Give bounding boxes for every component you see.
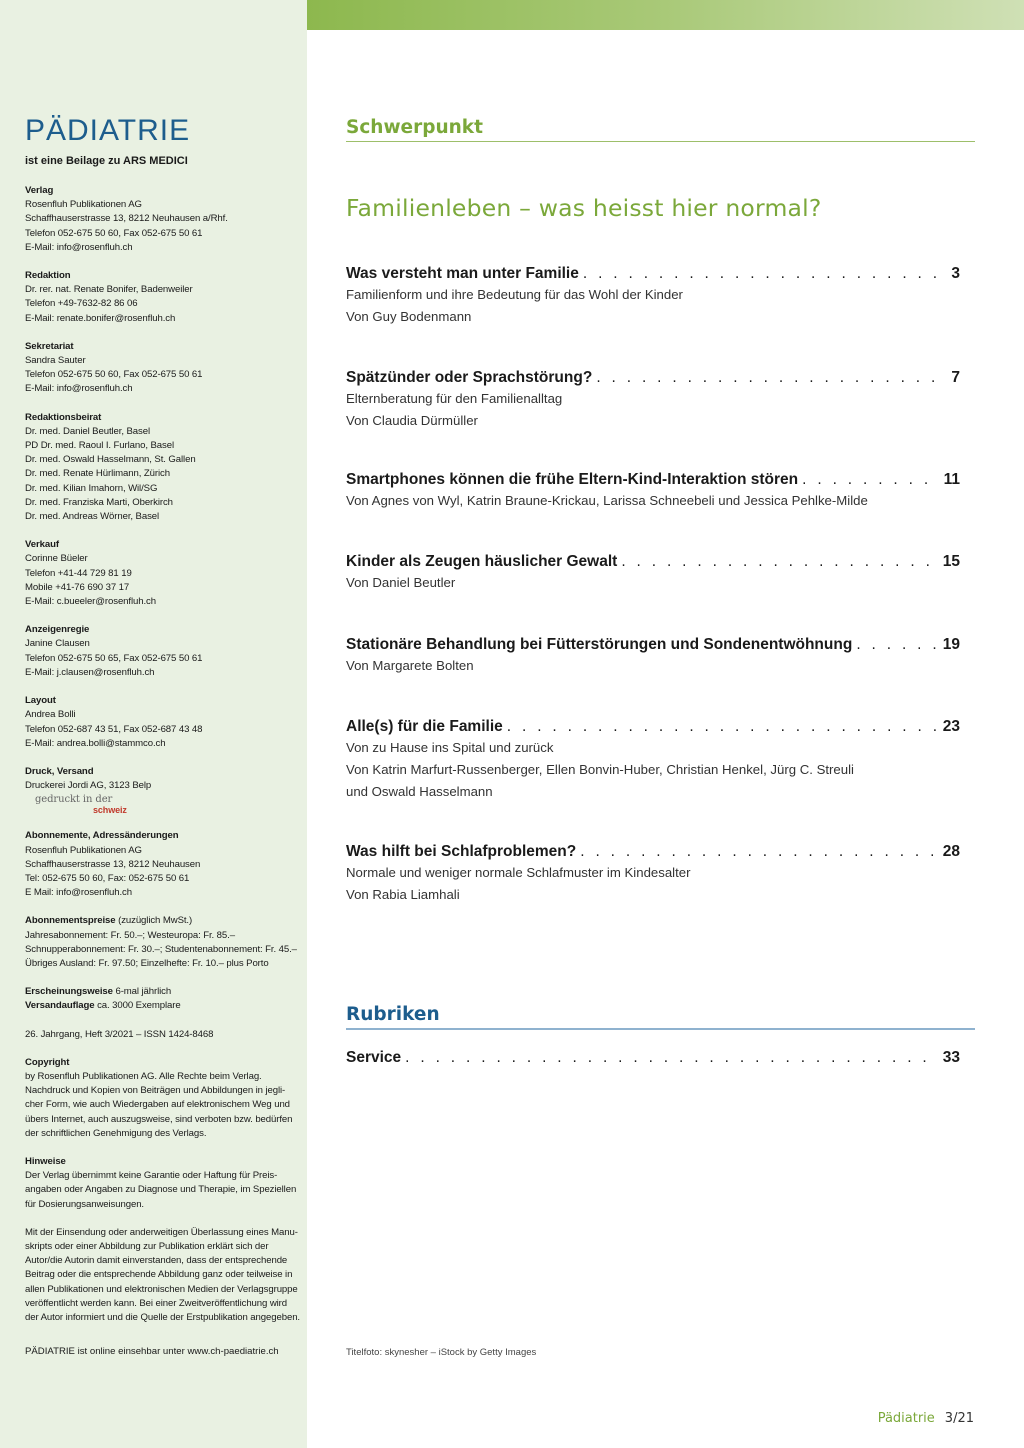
imprint-line: Andrea Bolli: [25, 709, 76, 721]
imprint-line: Janine Clausen: [25, 638, 90, 650]
dot-leader: [856, 635, 936, 655]
imprint-section: [25, 538, 305, 609]
section-schwerpunkt-heading: Schwerpunkt: [346, 117, 975, 142]
imprint-section: [25, 269, 305, 326]
imprint-heading: Verkauf: [25, 539, 59, 551]
folio-issue: 3/21: [944, 1411, 974, 1426]
imprint-line: allen Publikationen und elektronischen Medien der Verlagsgruppe: [25, 1283, 298, 1295]
imprint-section: [25, 985, 305, 1013]
imprint-line: Schnupperabonnement: Fr. 30.–; Studentenabonnement: Fr. 45.–: [25, 943, 297, 955]
toc-entry-page: 15: [942, 553, 960, 570]
imprint-line: übers Internet, auch auszugsweise, sind verboten bzw. bedürfen: [25, 1113, 293, 1125]
imprint-section: [25, 1056, 305, 1141]
imprint-section: [25, 411, 305, 525]
imprint-heading: Abonnemente, Adressänderungen: [25, 830, 179, 842]
dot-leader: [802, 470, 937, 490]
imprint-heading: Versandauflage ca. 3000 Exemplare: [25, 1000, 181, 1012]
imprint-line: Schaffhauserstrasse 13, 8212 Neuhausen: [25, 858, 201, 870]
imprint-line: Druckerei Jordi AG, 3123 Belp: [25, 780, 152, 792]
imprint-heading: Layout: [25, 695, 56, 707]
imprint-line: Beitrag oder die entsprechende Abbildung ganz oder teilweise in: [25, 1269, 293, 1281]
toc-entry[interactable]: [346, 368, 960, 432]
toc-entry-row: [346, 264, 960, 284]
toc-entry-page: 19: [942, 636, 960, 653]
imprint-heading: Erscheinungsweise 6-mal jährlich: [25, 986, 172, 998]
toc-entry-page: 28: [942, 843, 960, 860]
toc-entry-page: 11: [943, 471, 960, 488]
dot-leader: [596, 368, 940, 388]
toc-entry-subline: Von zu Hause ins Spital und zurück: [346, 740, 554, 755]
imprint-line: E-Mail: renate.bonifer@rosenfluh.ch: [25, 312, 176, 324]
online-note: PÄDIATRIE ist online einsehbar unter www.ch-paediatrie.ch: [25, 1346, 279, 1357]
printed-in-switzerland-logo: gedruckt in der schweiz: [35, 794, 127, 816]
toc-entry-title: Kinder als Zeugen häuslicher Gewalt: [346, 553, 618, 570]
dot-leader: [405, 1048, 937, 1068]
toc-entry-row: [346, 470, 960, 490]
imprint-line: Dr. med. Andreas Wörner, Basel: [25, 511, 160, 523]
imprint-line: Der Verlag übernimmt keine Garantie oder Haftung für Preis-: [25, 1170, 278, 1182]
section-rubriken-heading: Rubriken: [346, 1004, 975, 1030]
toc-entry-subline: Von Katrin Marfurt-Russenberger, Ellen Bonvin-Huber, Christian Henkel, Jürg C. Streuli: [346, 761, 854, 777]
photo-credit: Titelfoto: skynesher – iStock by Getty Images: [346, 1347, 537, 1358]
imprint-line: by Rosenfluh Publikationen AG. Alle Rechte beim Verlag.: [25, 1070, 262, 1082]
toc-entry-row: [346, 635, 960, 655]
imprint-line: Übriges Ausland: Fr. 97.50; Einzelhefte: Fr. 10.– plus Porto: [25, 957, 269, 969]
toc-entry-title: Stationäre Behandlung bei Fütterstörungen und Sondenentwöhnung: [346, 636, 853, 653]
imprint-line: E Mail: info@rosenfluh.ch: [25, 887, 132, 899]
imprint-heading: Redaktionsbeirat: [25, 411, 102, 423]
imprint-line: Dr. med. Kilian Imahorn, Wil/SG: [25, 482, 158, 494]
imprint-section: [25, 914, 305, 971]
rubrik-entry-title: Service: [346, 1049, 402, 1066]
imprint-line: skripts oder einer Abbildung zur Publikation erklärt sich der: [25, 1240, 269, 1252]
imprint-line: Rosenfluh Publikationen AG: [25, 199, 142, 211]
folio-magazine: Pädiatrie: [877, 1411, 935, 1426]
imprint-line: Telefon 052-675 50 60, Fax 052-675 50 61: [25, 369, 203, 381]
imprint-heading: Anzeigenregie: [25, 624, 90, 636]
toc-entry-row: [346, 842, 960, 862]
imprint-section: [25, 623, 305, 680]
imprint-line: Sandra Sauter: [25, 355, 86, 367]
imprint-line: Dr. med. Renate Hürlimann, Zürich: [25, 468, 170, 480]
imprint-heading: Verlag: [25, 185, 54, 196]
toc-entry-subline: und Oswald Hasselmann: [346, 783, 493, 799]
dot-leader: [507, 717, 937, 737]
imprint-line: E-Mail: info@rosenfluh.ch: [25, 241, 133, 253]
imprint-heading: Druck, Versand: [25, 765, 94, 777]
focus-title: Familienleben – was heisst hier normal?: [346, 194, 822, 222]
rubrik-entry-page: 33: [942, 1049, 960, 1066]
dot-leader: [580, 842, 937, 862]
toc-entry[interactable]: [346, 842, 960, 906]
imprint-line: Mobile +41-76 690 37 17: [25, 581, 130, 593]
imprint-line: PD Dr. med. Raoul I. Furlano, Basel: [25, 440, 174, 452]
toc-entry-page: 23: [942, 718, 960, 735]
toc-entry-subline: Von Daniel Beutler: [346, 575, 456, 590]
toc-entry-subline: Von Guy Bodenmann: [346, 308, 472, 324]
toc-entry-title: Spätzünder oder Sprachstörung?: [346, 369, 593, 386]
toc-entry-subline: Familienform und ihre Bedeutung für das Wohl der Kinder: [346, 287, 683, 302]
imprint-line: Telefon 052-675 50 60, Fax 052-675 50 61: [25, 227, 203, 239]
dot-leader: [583, 264, 940, 284]
imprint-section: [25, 340, 305, 397]
imprint-line: Dr. med. Franziska Marti, Oberkirch: [25, 496, 173, 508]
imprint-line: Dr. med. Oswald Hasselmann, St. Gallen: [25, 454, 196, 466]
imprint-line: E-Mail: j.clausen@rosenfluh.ch: [25, 666, 155, 678]
imprint-line: veröffentlicht werden kann. Bei einer Zweitveröffentlichung wird: [25, 1297, 288, 1309]
imprint-heading: Hinweise: [25, 1155, 66, 1167]
toc-entry[interactable]: [346, 264, 960, 328]
toc-entry-subline: Normale und weniger normale Schlafmuster im Kindesalter: [346, 865, 691, 880]
toc-entry-row: [346, 717, 960, 737]
magazine-subtitle: ist eine Beilage zu ARS MEDICI: [25, 155, 188, 167]
imprint-section: [25, 1226, 305, 1325]
imprint-line: E-Mail: andrea.bolli@stammco.ch: [25, 737, 166, 749]
toc-entry-title: Smartphones können die frühe Eltern-Kind-Interaktion stören: [346, 471, 799, 488]
imprint-section: [25, 1155, 305, 1212]
rubrik-entry[interactable]: [346, 1048, 960, 1068]
imprint-line: für Dosierungsanweisungen.: [25, 1198, 144, 1210]
toc-entry-subline: Elternberatung für den Familienalltag: [346, 391, 563, 406]
toc-entry-page: 7: [951, 369, 960, 386]
toc-entry-title: Alle(s) für die Familie: [346, 718, 503, 735]
imprint-line: der Autor informiert und die Quelle der Erstpublikation angegeben.: [25, 1312, 300, 1323]
rubrik-entry-row: [346, 1048, 960, 1068]
imprint-line: Telefon 052-687 43 51, Fax 052-687 43 48: [25, 723, 203, 735]
toc-entry[interactable]: [346, 470, 960, 512]
imprint-section: [25, 694, 305, 751]
imprint-line: Dr. rer. nat. Renate Bonifer, Badenweiler: [25, 284, 193, 296]
imprint-line: der schriftlichen Genehmigung des Verlags.: [25, 1127, 207, 1139]
imprint-line: Rosenfluh Publikationen AG: [25, 844, 142, 856]
imprint-line: Dr. med. Daniel Beutler, Basel: [25, 425, 150, 437]
imprint-section: [25, 829, 305, 900]
toc-entry-title: Was versteht man unter Familie: [346, 265, 579, 282]
toc-entry-row: [346, 368, 960, 388]
imprint-line: Jahresabonnement: Fr. 50.–; Westeuropa: Fr. 85.–: [25, 929, 235, 941]
toc-entry-row: [346, 552, 960, 572]
magazine-title: PÄDIATRIE: [25, 114, 191, 147]
toc-entry[interactable]: [346, 717, 960, 802]
toc-entry[interactable]: [346, 552, 960, 594]
imprint-line: Telefon +41-44 729 81 19: [25, 567, 132, 579]
dot-leader: [621, 552, 936, 572]
imprint: [25, 184, 305, 1339]
imprint-heading: Sekretariat: [25, 340, 74, 352]
imprint-line: Schaffhauserstrasse 13, 8212 Neuhausen a/Rhf.: [25, 213, 228, 225]
imprint-line: angaben oder Angaben zu Diagnose und Therapie, im Speziellen: [25, 1184, 297, 1196]
toc-entry-title: Was hilft bei Schlafproblemen?: [346, 843, 577, 860]
imprint-line: Mit der Einsendung oder anderweitigen Überlassung eines Manu-: [25, 1226, 298, 1238]
toc-entry-subline: Von Margarete Bolten: [346, 658, 474, 673]
toc-entry-subline: Von Rabia Liamhali: [346, 886, 460, 902]
imprint-heading: Abonnementspreise (zuzüglich MwSt.): [25, 915, 193, 927]
imprint-line: 26. Jahrgang, Heft 3/2021 – ISSN 1424-8468: [25, 1028, 214, 1040]
toc-entry[interactable]: [346, 635, 960, 677]
imprint-section: [25, 765, 305, 815]
imprint-section: [25, 1028, 305, 1042]
imprint-section: [25, 184, 305, 255]
imprint-heading: Copyright: [25, 1056, 70, 1068]
imprint-line: Telefon +49-7632-82 86 06: [25, 298, 138, 310]
imprint-line: cher Form, wie auch Wiedergaben auf elektronischem Weg und: [25, 1099, 290, 1111]
imprint-line: Telefon 052-675 50 65, Fax 052-675 50 61: [25, 652, 203, 664]
toc-entry-subline: Von Claudia Dürmüller: [346, 412, 478, 428]
imprint-line: Autor/die Autorin damit einverstanden, dass der entsprechende: [25, 1255, 288, 1267]
header-color-bar: [307, 0, 1024, 30]
imprint-line: Nachdruck und Kopien von Beiträgen und Abbildungen in jegli-: [25, 1085, 286, 1097]
imprint-line: Corinne Büeler: [25, 553, 88, 565]
toc-entry-page: 3: [951, 265, 960, 282]
page-folio: [878, 1411, 974, 1426]
imprint-line: Tel: 052-675 50 60, Fax: 052-675 50 61: [25, 872, 190, 884]
imprint-heading: Redaktion: [25, 270, 71, 282]
toc-entry-subline: Von Agnes von Wyl, Katrin Braune-Krickau, Larissa Schneebeli und Jessica Pehlke-Milde: [346, 493, 868, 508]
imprint-line: E-Mail: c.bueeler@rosenfluh.ch: [25, 596, 156, 608]
imprint-line: E-Mail: info@rosenfluh.ch: [25, 383, 133, 395]
